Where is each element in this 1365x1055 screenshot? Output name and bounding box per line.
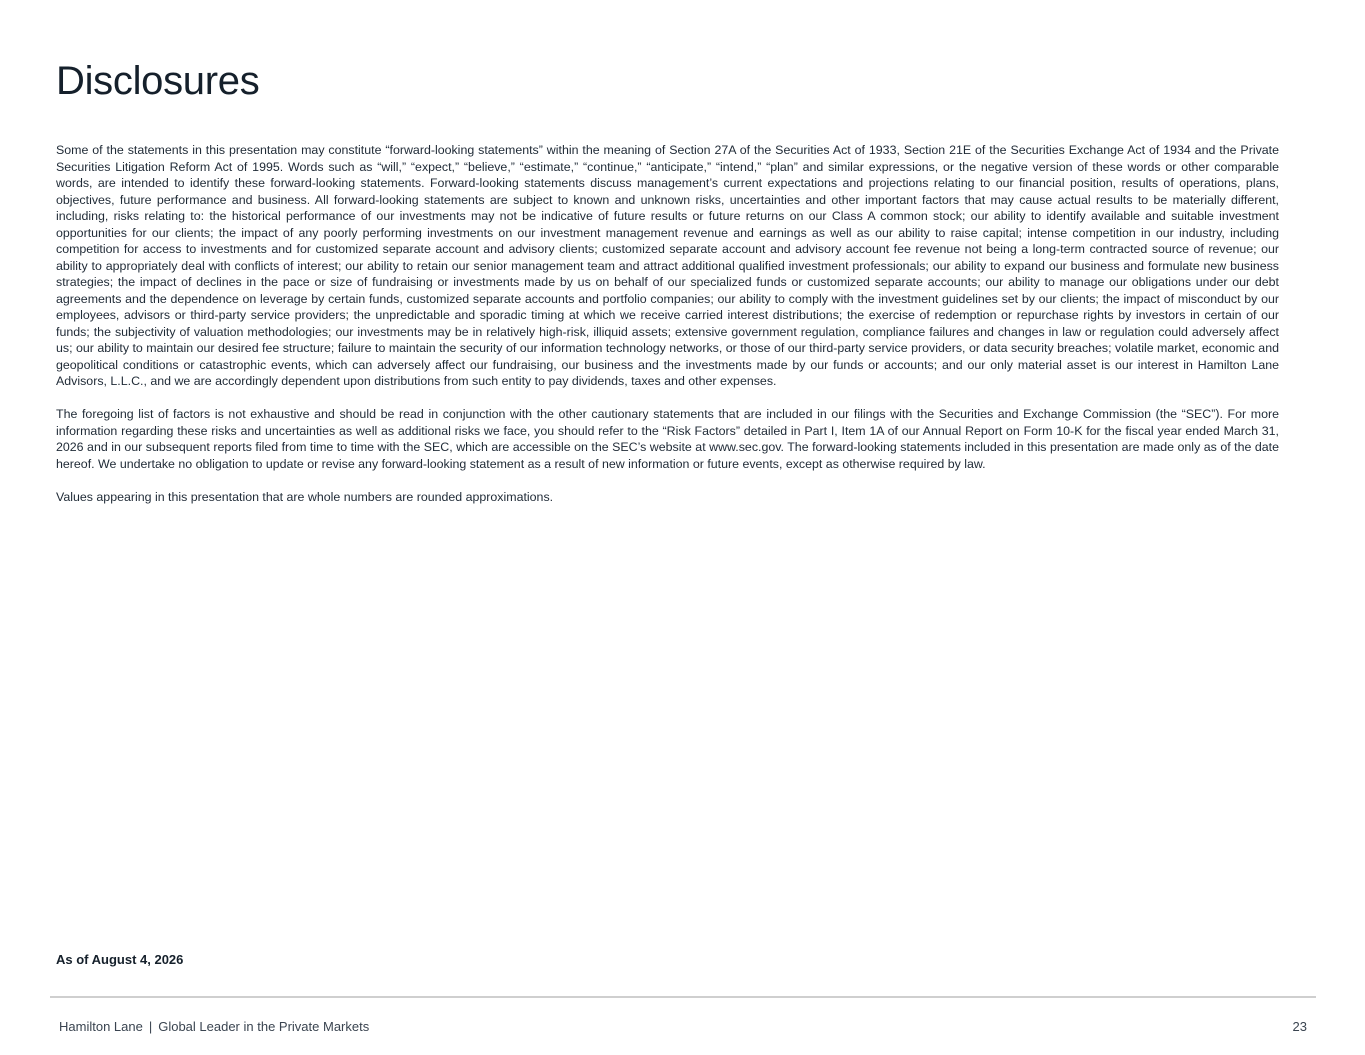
page-title: Disclosures xyxy=(56,59,260,103)
page-number: 23 xyxy=(1292,1019,1307,1034)
footer-branding xyxy=(59,1019,369,1034)
disclosure-paragraph-rounding: Values appearing in this presentation that are whole numbers are rounded approximations. xyxy=(56,489,554,504)
footer-divider xyxy=(50,996,1316,998)
as-of-date: As of August 4, 2026 xyxy=(56,952,184,967)
disclosure-body xyxy=(56,142,1279,522)
disclosure-paragraph-risk-factors: The foregoing list of factors is not exhaustive and should be read in conjunction with the other cautionary statements that are included in our filings with the Securities and Exchange Commission (the “SEC”). For more information regarding these risks and uncertainties as well as additional risks we face, you should refer to the “Risk Factors” detailed in Part I, Item 1A of our Annual Report on Form 10-K for the fiscal year ended March 31, 2026 and in our subsequent reports filed from time to time with the SEC, which are accessible on the SEC’s website at www.sec.gov. The forward-looking statements included in this presentation are made only as of the date hereof. We undertake no obligation to update or revise any forward-looking statement as a result of new information or future events, except as otherwise required by law. xyxy=(56,407,1279,471)
footer-tagline: Global Leader in the Private Markets xyxy=(158,1019,370,1034)
footer-separator: | xyxy=(148,1019,153,1034)
footer-company-name: Hamilton Lane xyxy=(59,1019,143,1034)
disclosure-paragraph-forward-looking: Some of the statements in this presentation may constitute “forward-looking statements” within the meaning of Section 27A of the Securities Act of 1933, Section 21E of the Securities Exchange Act of 1934 and the Private Securities Litigation Reform Act of 1995. Words such as “will,” “expect,” “believe,” “estimate,” “continue,” “anticipate,” “intend,” “plan” and similar expressions, or the negative version of these words or other comparable words, are intended to identify these forward-looking statements. Forward-looking statements discuss management’s current expectations and projections relating to our financial position, results of operations, plans, objectives, future performance and business. All forward-looking statements are subject to known and unknown risks, uncertainties and other important factors that may cause actual results to be materially different, including, risks relating to: the historical performance of our investments may not be indicative of future results or future returns on our Class A common stock; our ability to identify available and suitable investment opportunities for our clients; the impact of any poorly performing investments on our investment management revenue and earnings as well as our ability to raise capital; intense competition in our industry, including competition for access to investments and for customized separate account and advisory clients; customized separate account and advisory account fee revenue not being a long-term contracted source of revenue; our ability to appropriately deal with conflicts of interest; our ability to retain our senior management team and attract additional qualified investment professionals; our ability to expand our business and formulate new business strategies; the impact of declines in the pace or size of fundraising or investments made by us on behalf of our specialized funds or customized separate accounts; our ability to manage our obligations under our debt agreements and the dependence on leverage by certain funds, customized separate accounts and portfolio companies; our ability to comply with the investment guidelines set by our clients; the impact of misconduct by our employees, advisors or third-party service providers; the unpredictable and sporadic timing at which we receive carried interest distributions; the exercise of redemption or repurchase rights by investors in certain of our funds; the subjectivity of valuation methodologies; our investments may be in relatively high-risk, illiquid assets; extensive government regulation, compliance failures and changes in law or regulation could adversely affect us; our ability to maintain our desired fee structure; failure to maintain the security of our information technology networks, or those of our third-party service providers, or data security breaches; volatile market, economic and geopolitical conditions or catastrophic events, which can adversely affect our fundraising, our business and the investments made by our funds or accounts; and our only material asset is our interest in Hamilton Lane Advisors, L.L.C., and we are accordingly dependent upon distributions from such entity to pay dividends, taxes and other expenses. xyxy=(56,143,1279,388)
